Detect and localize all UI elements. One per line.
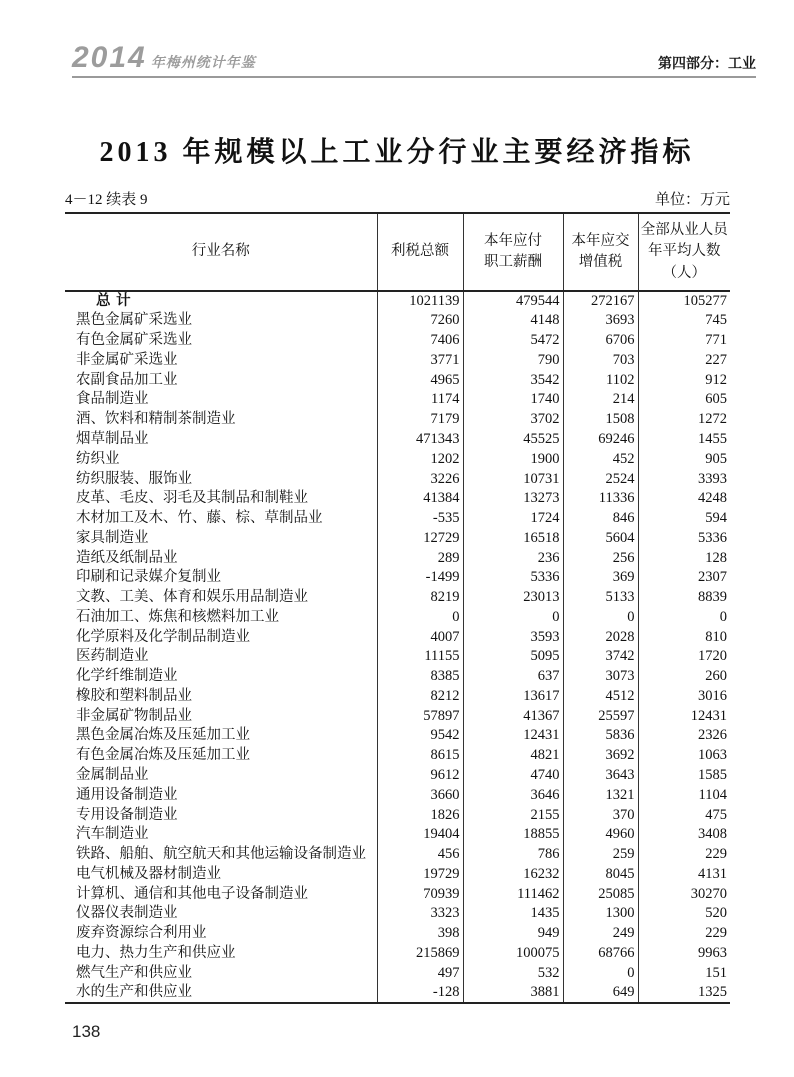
total-profit-tax-cell: 8219 xyxy=(377,587,463,607)
avg-employees-cell: 30270 xyxy=(638,884,730,904)
payroll-cell: 100075 xyxy=(463,943,563,963)
payroll-cell: 16232 xyxy=(463,864,563,884)
payroll-cell: 111462 xyxy=(463,884,563,904)
payroll-cell: 637 xyxy=(463,667,563,687)
industry-name-cell: 非金属矿物制品业 xyxy=(76,707,192,724)
avg-employees-cell: 151 xyxy=(638,963,730,983)
total-profit-tax-cell: 7179 xyxy=(377,410,463,430)
payroll-cell: 3881 xyxy=(463,983,563,1003)
payroll-cell: 5472 xyxy=(463,331,563,351)
vat-cell: 1508 xyxy=(563,410,638,430)
payroll-cell: 790 xyxy=(463,350,563,370)
payroll-cell: 3593 xyxy=(463,627,563,647)
industry-name-cell: 医药制造业 xyxy=(76,648,149,665)
payroll-cell: 18855 xyxy=(463,825,563,845)
table-row xyxy=(65,568,730,588)
industry-name-cell: 电气机械及器材制造业 xyxy=(76,865,221,882)
table-row xyxy=(65,825,730,845)
total-profit-tax-cell: -128 xyxy=(377,983,463,1003)
total-profit-tax-cell: 8385 xyxy=(377,667,463,687)
vat-cell: 3693 xyxy=(563,311,638,331)
total-profit-tax-cell: 3323 xyxy=(377,904,463,924)
total-profit-tax-cell: 1021139 xyxy=(377,291,463,311)
vat-cell: 6706 xyxy=(563,331,638,351)
avg-employees-cell: 810 xyxy=(638,627,730,647)
industry-name-cell: 木材加工及木、竹、藤、棕、草制品业 xyxy=(76,510,323,527)
table-row xyxy=(65,528,730,548)
total-profit-tax-cell: 8615 xyxy=(377,746,463,766)
total-profit-tax-cell: 70939 xyxy=(377,884,463,904)
industry-name-cell: 化学原料及化学制品制造业 xyxy=(76,628,250,645)
unit-label: 单位：万元 xyxy=(654,192,730,208)
avg-employees-cell: 2307 xyxy=(638,568,730,588)
avg-employees-cell: 4248 xyxy=(638,489,730,509)
payroll-cell: 13617 xyxy=(463,686,563,706)
table-row xyxy=(65,706,730,726)
vat-cell: 25085 xyxy=(563,884,638,904)
col-header-vat: 本年应交 增值税 xyxy=(563,213,638,291)
payroll-cell: 10731 xyxy=(463,469,563,489)
avg-employees-cell: 9963 xyxy=(638,943,730,963)
table-row xyxy=(65,489,730,509)
industry-name-cell: 仪器仪表制造业 xyxy=(76,905,178,922)
avg-employees-cell: 229 xyxy=(638,844,730,864)
industry-name-cell: 烟草制品业 xyxy=(76,430,149,447)
table-row xyxy=(65,884,730,904)
table-row xyxy=(65,627,730,647)
table-row xyxy=(65,844,730,864)
payroll-cell: 479544 xyxy=(463,291,563,311)
vat-cell: 214 xyxy=(563,390,638,410)
table-row xyxy=(65,449,730,469)
total-profit-tax-cell: 497 xyxy=(377,963,463,983)
table-number: 4－12 续表 9 xyxy=(65,192,148,208)
payroll-cell: 4821 xyxy=(463,746,563,766)
total-profit-tax-cell: 11155 xyxy=(377,647,463,667)
total-profit-tax-cell: 19404 xyxy=(377,825,463,845)
avg-employees-cell: 229 xyxy=(638,924,730,944)
logo-year: 2014 xyxy=(72,41,147,74)
industry-name-cell: 文教、工美、体育和娱乐用品制造业 xyxy=(76,589,308,606)
total-profit-tax-cell: 7260 xyxy=(377,311,463,331)
vat-cell: 452 xyxy=(563,449,638,469)
industry-name-cell: 黑色金属冶炼及压延加工业 xyxy=(76,727,250,744)
total-profit-tax-cell: 3660 xyxy=(377,785,463,805)
industry-name-cell: 纺织业 xyxy=(76,450,120,467)
avg-employees-cell: 475 xyxy=(638,805,730,825)
payroll-cell: 2155 xyxy=(463,805,563,825)
table-row xyxy=(65,864,730,884)
vat-cell: 369 xyxy=(563,568,638,588)
industry-name-cell: 铁路、船舶、航空航天和其他运输设备制造业 xyxy=(76,846,366,863)
payroll-cell: 13273 xyxy=(463,489,563,509)
vat-cell: 68766 xyxy=(563,943,638,963)
industry-name-cell: 专用设备制造业 xyxy=(76,806,178,823)
table-row xyxy=(65,508,730,528)
col-header-payroll: 本年应付 职工薪酬 xyxy=(463,213,563,291)
vat-cell: 4512 xyxy=(563,686,638,706)
payroll-cell: 1435 xyxy=(463,904,563,924)
industry-name-cell: 印刷和记录媒介复制业 xyxy=(76,569,221,586)
table-row xyxy=(65,607,730,627)
table-row xyxy=(65,667,730,687)
avg-employees-cell: 1063 xyxy=(638,746,730,766)
industry-name-cell: 汽车制造业 xyxy=(76,826,149,843)
vat-cell: 703 xyxy=(563,350,638,370)
vat-cell: 2524 xyxy=(563,469,638,489)
table-row xyxy=(65,311,730,331)
vat-cell: 3692 xyxy=(563,746,638,766)
vat-cell: 3073 xyxy=(563,667,638,687)
vat-cell: 5604 xyxy=(563,528,638,548)
table-row xyxy=(65,291,730,311)
vat-cell: 69246 xyxy=(563,429,638,449)
total-profit-tax-cell: 1826 xyxy=(377,805,463,825)
industry-name-cell: 石油加工、炼焦和核燃料加工业 xyxy=(76,608,279,625)
payroll-cell: 786 xyxy=(463,844,563,864)
total-profit-tax-cell: 4007 xyxy=(377,627,463,647)
payroll-cell: 5095 xyxy=(463,647,563,667)
avg-employees-cell: 905 xyxy=(638,449,730,469)
industry-name-cell: 黑色金属矿采选业 xyxy=(76,312,192,329)
vat-cell: 370 xyxy=(563,805,638,825)
vat-cell: 1102 xyxy=(563,370,638,390)
payroll-cell: 12431 xyxy=(463,726,563,746)
vat-cell: 846 xyxy=(563,508,638,528)
industry-name-cell: 燃气生产和供应业 xyxy=(76,964,192,981)
total-profit-tax-cell: 8212 xyxy=(377,686,463,706)
total-profit-tax-cell: 9542 xyxy=(377,726,463,746)
industry-name-cell: 总 计 xyxy=(96,293,132,310)
section-label: 第四部分：工业 xyxy=(658,55,756,71)
payroll-cell: 949 xyxy=(463,924,563,944)
table-row xyxy=(65,924,730,944)
industry-name-cell: 纺织服装、服饰业 xyxy=(76,470,192,487)
vat-cell: 1321 xyxy=(563,785,638,805)
table-row xyxy=(65,410,730,430)
payroll-cell: 1740 xyxy=(463,390,563,410)
industry-name-cell: 家具制造业 xyxy=(76,529,149,546)
vat-cell: 3643 xyxy=(563,765,638,785)
vat-cell: 0 xyxy=(563,963,638,983)
total-profit-tax-cell: -1499 xyxy=(377,568,463,588)
total-profit-tax-cell: 456 xyxy=(377,844,463,864)
payroll-cell: 1724 xyxy=(463,508,563,528)
col-header-industry-name: 行业名称 xyxy=(65,213,377,291)
avg-employees-cell: 3393 xyxy=(638,469,730,489)
total-profit-tax-cell: 4965 xyxy=(377,370,463,390)
avg-employees-cell: 605 xyxy=(638,390,730,410)
table-row xyxy=(65,785,730,805)
table-row xyxy=(65,904,730,924)
table-row xyxy=(65,746,730,766)
vat-cell: 249 xyxy=(563,924,638,944)
col-header-total-profit-tax: 利税总额 xyxy=(377,213,463,291)
vat-cell: 5133 xyxy=(563,587,638,607)
payroll-cell: 16518 xyxy=(463,528,563,548)
total-profit-tax-cell: 3771 xyxy=(377,350,463,370)
payroll-cell: 4148 xyxy=(463,311,563,331)
page-number: 138 xyxy=(72,1022,101,1041)
page-title: 2013 年规模以上工业分行业主要经济指标 xyxy=(99,137,695,168)
total-profit-tax-cell: 57897 xyxy=(377,706,463,726)
industry-name-cell: 食品制造业 xyxy=(76,391,149,408)
table-meta xyxy=(65,188,730,209)
logo-subtitle: 年梅州统计年鉴 xyxy=(150,54,256,70)
vat-cell: 25597 xyxy=(563,706,638,726)
table-row xyxy=(65,647,730,667)
industry-name-cell: 橡胶和塑料制品业 xyxy=(76,687,192,704)
total-profit-tax-cell: 398 xyxy=(377,924,463,944)
vat-cell: 256 xyxy=(563,548,638,568)
avg-employees-cell: 1455 xyxy=(638,429,730,449)
vat-cell: 3742 xyxy=(563,647,638,667)
total-profit-tax-cell: 41384 xyxy=(377,489,463,509)
industry-name-cell: 农副食品加工业 xyxy=(76,371,178,388)
payroll-cell: 5336 xyxy=(463,568,563,588)
avg-employees-cell: 105277 xyxy=(638,291,730,311)
table-row xyxy=(65,587,730,607)
avg-employees-cell: 8839 xyxy=(638,587,730,607)
industry-indicators-table xyxy=(65,212,730,1004)
table-row xyxy=(65,331,730,351)
total-profit-tax-cell: 1202 xyxy=(377,449,463,469)
table-row xyxy=(65,805,730,825)
payroll-cell: 3646 xyxy=(463,785,563,805)
table-row xyxy=(65,983,730,1003)
total-profit-tax-cell: 471343 xyxy=(377,429,463,449)
avg-employees-cell: 227 xyxy=(638,350,730,370)
total-profit-tax-cell: 7406 xyxy=(377,331,463,351)
industry-name-cell: 造纸及纸制品业 xyxy=(76,549,178,566)
avg-employees-cell: 3408 xyxy=(638,825,730,845)
avg-employees-cell: 12431 xyxy=(638,706,730,726)
table-row xyxy=(65,943,730,963)
industry-name-cell: 金属制品业 xyxy=(76,767,149,783)
total-profit-tax-cell: 1174 xyxy=(377,390,463,410)
payroll-cell: 0 xyxy=(463,607,563,627)
payroll-cell: 236 xyxy=(463,548,563,568)
table-header xyxy=(65,213,730,291)
table-row xyxy=(65,370,730,390)
industry-name-cell: 有色金属冶炼及压延加工业 xyxy=(76,747,250,764)
industry-name-cell: 有色金属矿采选业 xyxy=(76,332,192,349)
total-profit-tax-cell: 215869 xyxy=(377,943,463,963)
table-row xyxy=(65,963,730,983)
avg-employees-cell: 594 xyxy=(638,508,730,528)
table-row xyxy=(65,350,730,370)
avg-employees-cell: 771 xyxy=(638,331,730,351)
payroll-cell: 23013 xyxy=(463,587,563,607)
avg-employees-cell: 128 xyxy=(638,548,730,568)
vat-cell: 8045 xyxy=(563,864,638,884)
total-profit-tax-cell: 9612 xyxy=(377,765,463,785)
industry-name-cell: 通用设备制造业 xyxy=(76,786,178,803)
avg-employees-cell: 5336 xyxy=(638,528,730,548)
vat-cell: 649 xyxy=(563,983,638,1003)
avg-employees-cell: 0 xyxy=(638,607,730,627)
payroll-cell: 41367 xyxy=(463,706,563,726)
avg-employees-cell: 1720 xyxy=(638,647,730,667)
payroll-cell: 1900 xyxy=(463,449,563,469)
table-body xyxy=(65,291,730,1003)
total-profit-tax-cell: 12729 xyxy=(377,528,463,548)
payroll-cell: 532 xyxy=(463,963,563,983)
avg-employees-cell: 3016 xyxy=(638,686,730,706)
industry-name-cell: 非金属矿采选业 xyxy=(76,351,178,368)
avg-employees-cell: 520 xyxy=(638,904,730,924)
vat-cell: 4960 xyxy=(563,825,638,845)
avg-employees-cell: 1104 xyxy=(638,785,730,805)
payroll-cell: 45525 xyxy=(463,429,563,449)
table-row xyxy=(65,390,730,410)
total-profit-tax-cell: -535 xyxy=(377,508,463,528)
avg-employees-cell: 1585 xyxy=(638,765,730,785)
table-row xyxy=(65,726,730,746)
table-row xyxy=(65,686,730,706)
col-header-avg-employees: 全部从业人员 年平均人数 （人） xyxy=(638,213,730,291)
total-profit-tax-cell: 289 xyxy=(377,548,463,568)
industry-name-cell: 酒、饮料和精制茶制造业 xyxy=(76,411,236,428)
vat-cell: 259 xyxy=(563,844,638,864)
industry-name-cell: 计算机、通信和其他电子设备制造业 xyxy=(76,885,308,902)
avg-employees-cell: 1325 xyxy=(638,983,730,1003)
table-row xyxy=(65,429,730,449)
total-profit-tax-cell: 19729 xyxy=(377,864,463,884)
avg-employees-cell: 4131 xyxy=(638,864,730,884)
table-row xyxy=(65,765,730,785)
industry-name-cell: 废弃资源综合利用业 xyxy=(76,925,207,942)
vat-cell: 272167 xyxy=(563,291,638,311)
vat-cell: 2028 xyxy=(563,627,638,647)
industry-name-cell: 水的生产和供应业 xyxy=(65,983,377,1003)
payroll-cell: 4740 xyxy=(463,765,563,785)
avg-employees-cell: 912 xyxy=(638,370,730,390)
vat-cell: 0 xyxy=(563,607,638,627)
payroll-cell: 3702 xyxy=(463,410,563,430)
industry-name-cell: 电力、热力生产和供应业 xyxy=(76,944,236,961)
avg-employees-cell: 1272 xyxy=(638,410,730,430)
table-row xyxy=(65,469,730,489)
yearbook-logo xyxy=(72,43,256,73)
table-row xyxy=(65,548,730,568)
running-header xyxy=(72,41,756,78)
table-header-row xyxy=(65,213,730,291)
avg-employees-cell: 260 xyxy=(638,667,730,687)
avg-employees-cell: 745 xyxy=(638,311,730,331)
vat-cell: 5836 xyxy=(563,726,638,746)
total-profit-tax-cell: 0 xyxy=(377,607,463,627)
industry-name-cell: 皮革、毛皮、羽毛及其制品和制鞋业 xyxy=(76,490,308,507)
payroll-cell: 3542 xyxy=(463,370,563,390)
industry-name-cell: 化学纤维制造业 xyxy=(76,668,178,685)
total-profit-tax-cell: 3226 xyxy=(377,469,463,489)
vat-cell: 11336 xyxy=(563,489,638,509)
vat-cell: 1300 xyxy=(563,904,638,924)
avg-employees-cell: 2326 xyxy=(638,726,730,746)
